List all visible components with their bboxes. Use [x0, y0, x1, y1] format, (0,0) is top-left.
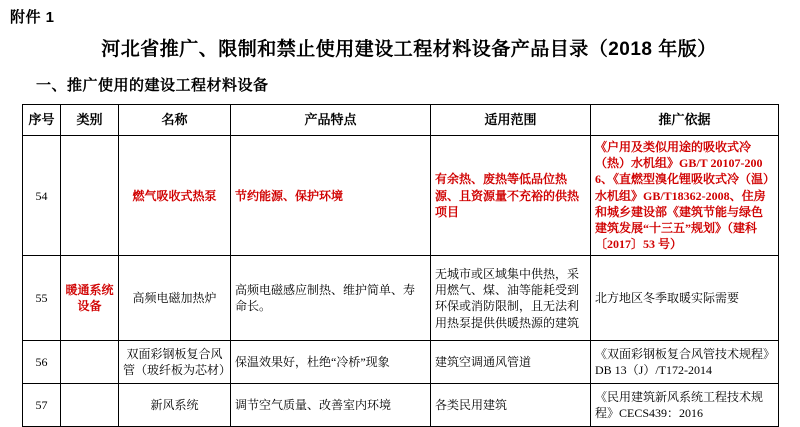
- cell-features: 高频电磁感应制热、维护简单、寿命长。: [231, 256, 431, 341]
- column-header-basis: 推广依据: [591, 105, 779, 136]
- cell-scope: 有余热、废热等低品位热源、且资源量不充裕的供热项目: [431, 136, 591, 256]
- cell-basis: 《户用及类似用途的吸收式冷（热）水机组》GB/T 20107-2006、《直燃型溴化锂吸收式冷（温）水机组》GB/T18362-2008、住房和城乡建设部《建筑节能与绿色建筑发展“十三五”规划》（建科〔2017〕53 号）: [591, 136, 779, 256]
- attachment-label: 附件 1: [10, 9, 55, 26]
- cell-basis: 北方地区冬季取暖实际需要: [591, 256, 779, 341]
- cell-name: 高频电磁加热炉: [119, 256, 231, 341]
- column-header-scope: 适用范围: [431, 105, 591, 136]
- cell-features: 保温效果好，杜绝“冷桥”现象: [231, 341, 431, 384]
- cell-features: 节约能源、保护环境: [231, 136, 431, 256]
- cell-category: [61, 384, 119, 427]
- table-row: [23, 341, 779, 384]
- column-header-no: 序号: [23, 105, 61, 136]
- column-header-category: 类别: [61, 105, 119, 136]
- table-header-row: [23, 105, 779, 136]
- cell-basis: 《民用建筑新风系统工程技术规程》CECS439：2016: [591, 384, 779, 427]
- cell-category: [61, 136, 119, 256]
- cell-name: 新风系统: [119, 384, 231, 427]
- cell-scope: 各类民用建筑: [431, 384, 591, 427]
- table-row: [23, 384, 779, 427]
- cell-features: 调节空气质量、改善室内环境: [231, 384, 431, 427]
- section-heading: 一、推广使用的建设工程材料设备: [36, 77, 269, 94]
- cell-no: 57: [23, 384, 61, 427]
- cell-name: 燃气吸收式热泵: [119, 136, 231, 256]
- cell-scope: 建筑空调通风管道: [431, 341, 591, 384]
- cell-no: 54: [23, 136, 61, 256]
- table-row: [23, 136, 779, 256]
- cell-category: [61, 341, 119, 384]
- table-row: [23, 256, 779, 341]
- cell-scope: 无城市或区域集中供热，采用燃气、煤、油等能耗受到环保或消防限制，且无法利用热泵提供供暖热源的建筑: [431, 256, 591, 341]
- cell-category: 暖通系统设备: [61, 256, 119, 341]
- catalog-table: [22, 104, 779, 427]
- cell-basis: 《双面彩钢板复合风管技术规程》DB 13（J）/T172-2014: [591, 341, 779, 384]
- cell-name: 双面彩钢板复合风管（玻纤板为芯材）: [119, 341, 231, 384]
- cell-no: 56: [23, 341, 61, 384]
- column-header-name: 名称: [119, 105, 231, 136]
- page-title: 河北省推广、限制和禁止使用建设工程材料设备产品目录（2018 年版）: [101, 39, 717, 60]
- cell-no: 55: [23, 256, 61, 341]
- column-header-features: 产品特点: [231, 105, 431, 136]
